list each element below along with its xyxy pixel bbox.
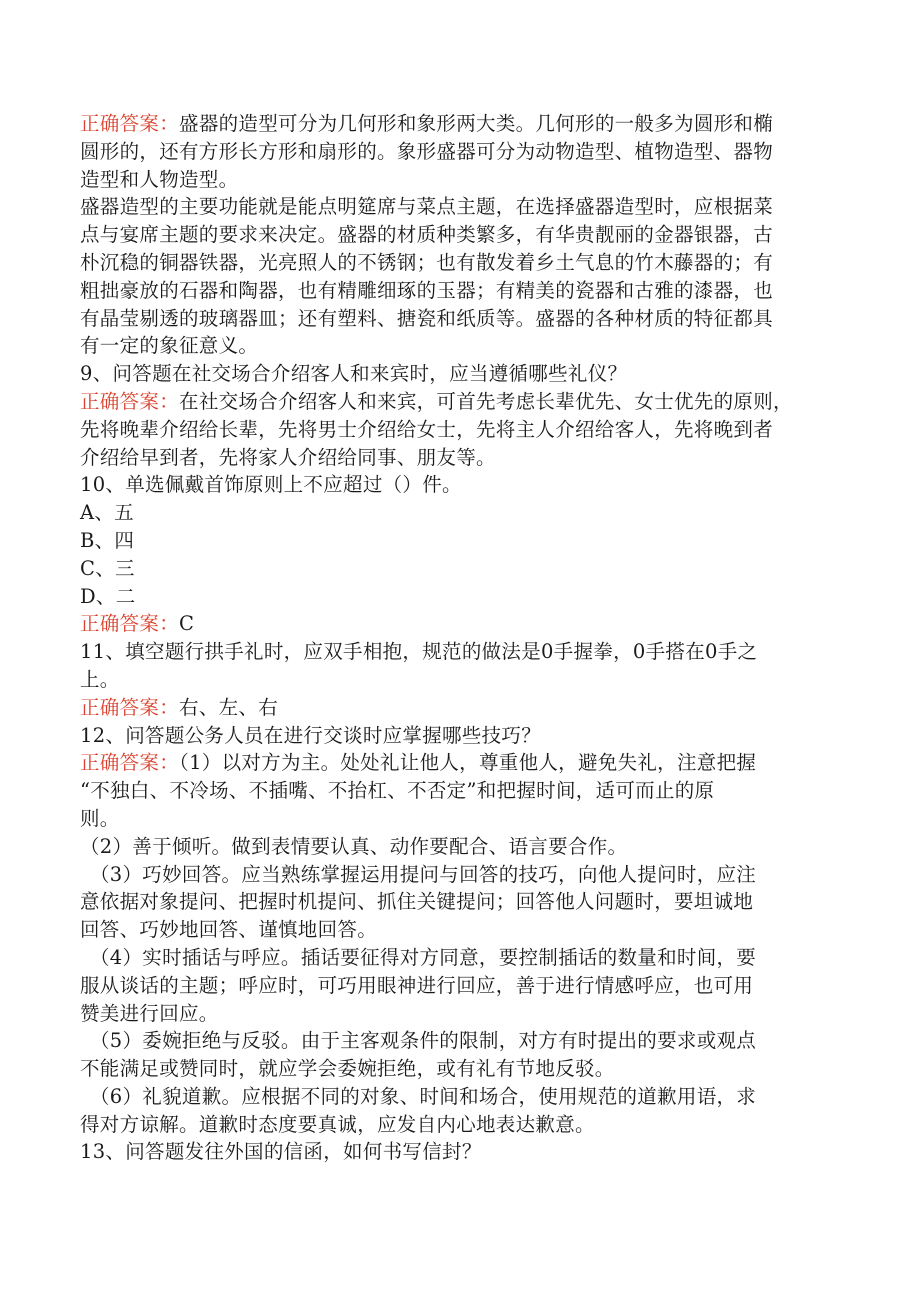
answer-label: 正确答案： <box>80 751 180 775</box>
option-d: D、二 <box>80 584 136 608</box>
question-11-line-2: 上。 <box>80 667 120 691</box>
question-10: 10、单选佩戴首饰原则上不应超过（）件。 <box>80 473 462 497</box>
answer-8-line-4: 盛器造型的主要功能就是能点明筵席与菜点主题，在选择盛器造型时，应根据菜 <box>80 195 774 219</box>
answer-8-line-6: 朴沉稳的铜器铁器，光亮照人的不锈钢；也有散发着乡土气息的竹木藤器的；有 <box>80 250 774 274</box>
answer-8-line-7: 粗拙豪放的石器和陶器，也有精雕细琢的玉器；有精美的瓷器和古雅的漆器，也 <box>80 278 774 302</box>
option-c: C、三 <box>80 556 135 580</box>
answer-12-line-14: 得对方谅解。道歉时态度要真诚，应发自内心地表达歉意。 <box>80 1112 595 1136</box>
answer-12-line-4: （2）善于倾听。做到表情要认真、动作要配合、语言要合作。 <box>80 834 628 858</box>
answer-label: 正确答案： <box>80 612 180 636</box>
option-a: A、五 <box>80 501 134 525</box>
answer-12-line-2: “不独白、不冷场、不插嘴、不抬杠、不否定”和把握时间，适可而止的原 <box>80 779 715 803</box>
question-12: 12、问答题公务人员在进行交谈时应掌握哪些技巧？ <box>80 723 542 747</box>
answer-label: 正确答案： <box>80 695 180 719</box>
answer-12-line-13: （6）礼貌道歉。应根据不同的对象、时间和场合，使用规范的道歉用语，求 <box>90 1084 757 1108</box>
answer-9-line-3: 介绍给早到者，先将家人介绍给同事、朋友等。 <box>80 445 496 469</box>
answer-label: 正确答案： <box>80 112 180 135</box>
answer-11: 正确答案：右、左、右 <box>80 695 279 719</box>
answer-12-line-8: （4）实时插话与呼应。插话要征得对方同意，要控制插话的数量和时间，要 <box>90 945 757 969</box>
answer-12-line-11: （5）委婉拒绝与反驳。由于主客观条件的限制，对方有时提出的要求或观点 <box>90 1029 757 1053</box>
answer-9-line-2: 先将晚辈介绍给长辈，先将男士介绍给女士，先将主人介绍给客人，先将晚到者 <box>80 417 774 441</box>
answer-12-line-10: 赞美进行回应。 <box>80 1001 219 1025</box>
answer-9-line-1: 正确答案：在社交场合介绍客人和来宾，可首先考虑长辈优先、女士优先的原则， <box>80 389 793 413</box>
answer-12-line-3: 则。 <box>80 806 120 830</box>
answer-8-line-8: 有晶莹剔透的玻璃器皿；还有塑料、搪瓷和纸质等。盛器的各种材质的特征都具 <box>80 306 774 330</box>
document-page <box>80 110 840 1166</box>
answer-12-line-1: 正确答案：（1）以对方为主。处处礼让他人，尊重他人，避免失礼，注意把握 <box>80 751 757 775</box>
answer-8-line-2: 圆形的，还有方形长方形和扇形的。象形盛器可分为动物造型、植物造型、器物 <box>80 139 774 163</box>
answer-12-line-5: （3）巧妙回答。应当熟练掌握运用提问与回答的技巧，向他人提问时，应注 <box>90 862 757 886</box>
answer-8-line-3: 造型和人物造型。 <box>80 167 239 191</box>
answer-12-line-9: 服从谈话的主题；呼应时，可巧用眼神进行回应，善于进行情感呼应，也可用 <box>80 973 754 997</box>
option-b: B、四 <box>80 528 135 552</box>
answer-label: 正确答案： <box>80 389 180 413</box>
answer-8-line-9: 有一定的象征意义。 <box>80 334 259 358</box>
question-11-line-1: 11、填空题行拱手礼时，应双手相抱，规范的做法是0手握拳，0手搭在0手之 <box>80 640 758 664</box>
answer-12-line-7: 回答、巧妙地回答、谨慎地回答。 <box>80 918 378 942</box>
answer-12-line-12: 不能满足或赞同时，就应学会委婉拒绝，或有礼有节地反驳。 <box>80 1057 615 1081</box>
answer-12-line-6: 意依据对象提问、把握时机提问、抓住关键提问；回答他人问题时，要坦诚地 <box>80 890 754 914</box>
answer-8-line-1: 正确答案：盛器的造型可分为几何形和象形两大类。几何形的一般多为圆形和椭 <box>80 112 774 135</box>
question-13: 13、问答题发往外国的信函，如何书写信封？ <box>80 1140 482 1164</box>
question-9: 9、问答题在社交场合介绍客人和来宾时，应当遵循哪些礼仪？ <box>80 362 628 386</box>
answer-8-line-5: 点与宴席主题的要求来决定。盛器的材质种类繁多，有华贵靓丽的金器银器，古 <box>80 223 774 247</box>
answer-10: 正确答案：C <box>80 612 195 636</box>
